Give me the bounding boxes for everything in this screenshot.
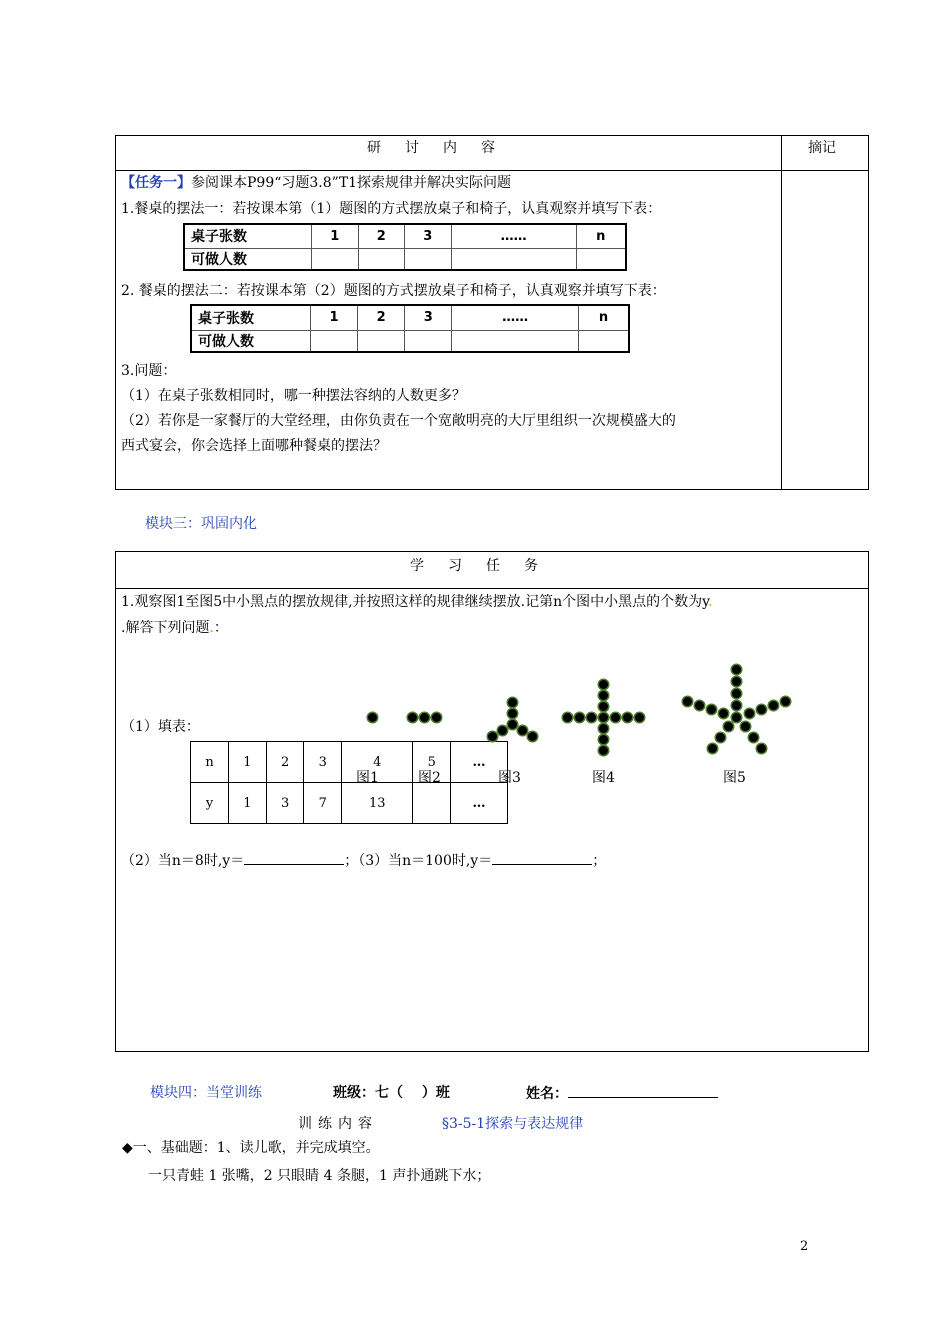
ny-cell: 7 bbox=[304, 783, 342, 824]
notes-column-divider bbox=[781, 135, 782, 490]
page-number: 2 bbox=[800, 1239, 809, 1254]
answer-blank-n100[interactable] bbox=[492, 850, 592, 865]
problem-line-2: .解答下列问题.： bbox=[121, 620, 228, 636]
table-method-one bbox=[183, 223, 627, 271]
discussion-header-divider bbox=[115, 170, 869, 171]
module-three-title: 模块三：巩固内化 bbox=[145, 516, 257, 532]
table-header-cell: …… bbox=[451, 224, 576, 248]
question-1: （1）在桌子张数相同时，哪一种摆法容纳的人数更多？ bbox=[121, 388, 466, 404]
module-four-title: 模块四：当堂训练 bbox=[150, 1085, 262, 1101]
student-name-field[interactable] bbox=[526, 1083, 718, 1104]
table-header-cell: 3 bbox=[405, 224, 452, 248]
table-empty-cell[interactable] bbox=[405, 330, 452, 352]
discussion-header: 研讨内容 bbox=[367, 140, 519, 156]
answer-blank-n8[interactable] bbox=[244, 850, 344, 865]
table-row-label: 可做人数 bbox=[184, 248, 312, 270]
table-header-cell: n bbox=[578, 305, 629, 330]
table-row-label: 可做人数 bbox=[191, 330, 311, 352]
learning-task-header: 学习任务 bbox=[410, 558, 562, 574]
name-label: 姓名： bbox=[526, 1086, 568, 1102]
figure-label: 图2 bbox=[418, 770, 441, 786]
table-header-cell: 2 bbox=[358, 305, 405, 330]
figure-label: 图5 bbox=[723, 770, 746, 786]
ny-blank-cell[interactable] bbox=[413, 783, 451, 824]
task-text: 参阅课本P99“习题3.8”T1探索规律并解决实际问题 bbox=[191, 175, 512, 191]
ny-cell: 4 bbox=[342, 742, 413, 783]
question-2-line-1: （2）若你是一家餐厅的大堂经理，由你负责在一个宽敞明亮的大厅里组织一次规模盛大的 bbox=[121, 413, 676, 429]
table-empty-cell[interactable] bbox=[578, 330, 629, 352]
table-empty-cell[interactable] bbox=[312, 248, 359, 270]
task-one-line bbox=[121, 173, 511, 193]
table-empty-cell[interactable] bbox=[358, 330, 405, 352]
question-end: ； bbox=[592, 853, 607, 869]
question-two-prefix: （2）当n＝8时,y＝ bbox=[121, 853, 245, 869]
table-empty-cell[interactable] bbox=[405, 248, 452, 270]
ny-cell: 2 bbox=[266, 742, 304, 783]
task-tag: 【任务一】 bbox=[121, 175, 191, 191]
ny-cell: 3 bbox=[304, 742, 342, 783]
figure-label: 图3 bbox=[498, 770, 521, 786]
item-3: 3.问题： bbox=[121, 363, 177, 379]
table-empty-cell[interactable] bbox=[451, 248, 576, 270]
figure-label: 图1 bbox=[356, 770, 379, 786]
item-1: 1.餐桌的摆法一：若按课本第（1）题图的方式摆放桌子和椅子，认真观察并填写下表： bbox=[121, 201, 662, 217]
table-header-cell: …… bbox=[452, 305, 579, 330]
table-header-cell: n bbox=[576, 224, 626, 248]
ny-cell: y bbox=[191, 783, 229, 824]
name-blank[interactable] bbox=[568, 1083, 718, 1098]
notes-header: 摘记 bbox=[808, 140, 836, 156]
training-label: 训练内容 bbox=[298, 1116, 378, 1132]
rhyme-line: 一只青蛙 1 张嘴，2 只眼睛 4 条腿，1 声扑通跳下水； bbox=[148, 1168, 491, 1184]
table-empty-cell[interactable] bbox=[311, 330, 358, 352]
problem-text-2: .解答下列问题 bbox=[121, 620, 210, 636]
ny-cell: 5 bbox=[413, 742, 451, 783]
questions-two-three bbox=[121, 850, 606, 871]
figure-label: 图4 bbox=[592, 770, 615, 786]
table-header-cell: 1 bbox=[312, 224, 359, 248]
table-method-two bbox=[190, 304, 630, 353]
table-header-cell: 1 bbox=[311, 305, 358, 330]
class-label: 班级：七（ ）班 bbox=[333, 1085, 450, 1101]
table-header-cell: 桌子张数 bbox=[191, 305, 311, 330]
ny-table bbox=[190, 741, 508, 824]
ny-cell: … bbox=[451, 742, 508, 783]
table-empty-cell[interactable] bbox=[358, 248, 405, 270]
ny-cell: 1 bbox=[229, 783, 267, 824]
table-empty-cell[interactable] bbox=[452, 330, 579, 352]
section-title: §3-5-1探索与表达规律 bbox=[442, 1116, 584, 1132]
table-header-cell: 桌子张数 bbox=[184, 224, 312, 248]
item-2: 2. 餐桌的摆法二：若按课本第（2）题图的方式摆放桌子和椅子，认真观察并填写下表： bbox=[121, 283, 666, 299]
ny-cell: 13 bbox=[342, 783, 413, 824]
ny-cell: … bbox=[451, 783, 508, 824]
table-header-cell: 3 bbox=[405, 305, 452, 330]
ny-cell: n bbox=[191, 742, 229, 783]
problem-line-1: 1.观察图1至图5中小黑点的摆放规律,并按照这样的规律继续摆放.记第n个图中小黑点的个数为y. bbox=[121, 594, 713, 610]
table-header-cell: 2 bbox=[358, 224, 405, 248]
problem-text: 1.观察图1至图5中小黑点的摆放规律,并按照这样的规律继续摆放.记第n个图中小黑点的个数为y bbox=[121, 594, 709, 610]
question-2-line-2: 西式宴会，你会选择上面哪种餐桌的摆法？ bbox=[121, 438, 387, 454]
ny-cell: 1 bbox=[229, 742, 267, 783]
learning-task-header-divider bbox=[115, 588, 869, 589]
basic-question: ◆一、基础题：1、读儿歌，并完成填空。 bbox=[122, 1140, 380, 1156]
ny-cell: 3 bbox=[266, 783, 304, 824]
fill-table-label: （1）填表： bbox=[121, 719, 200, 735]
table-empty-cell[interactable] bbox=[576, 248, 626, 270]
question-three-prefix: ；（3）当n＝100时,y＝ bbox=[344, 853, 493, 869]
